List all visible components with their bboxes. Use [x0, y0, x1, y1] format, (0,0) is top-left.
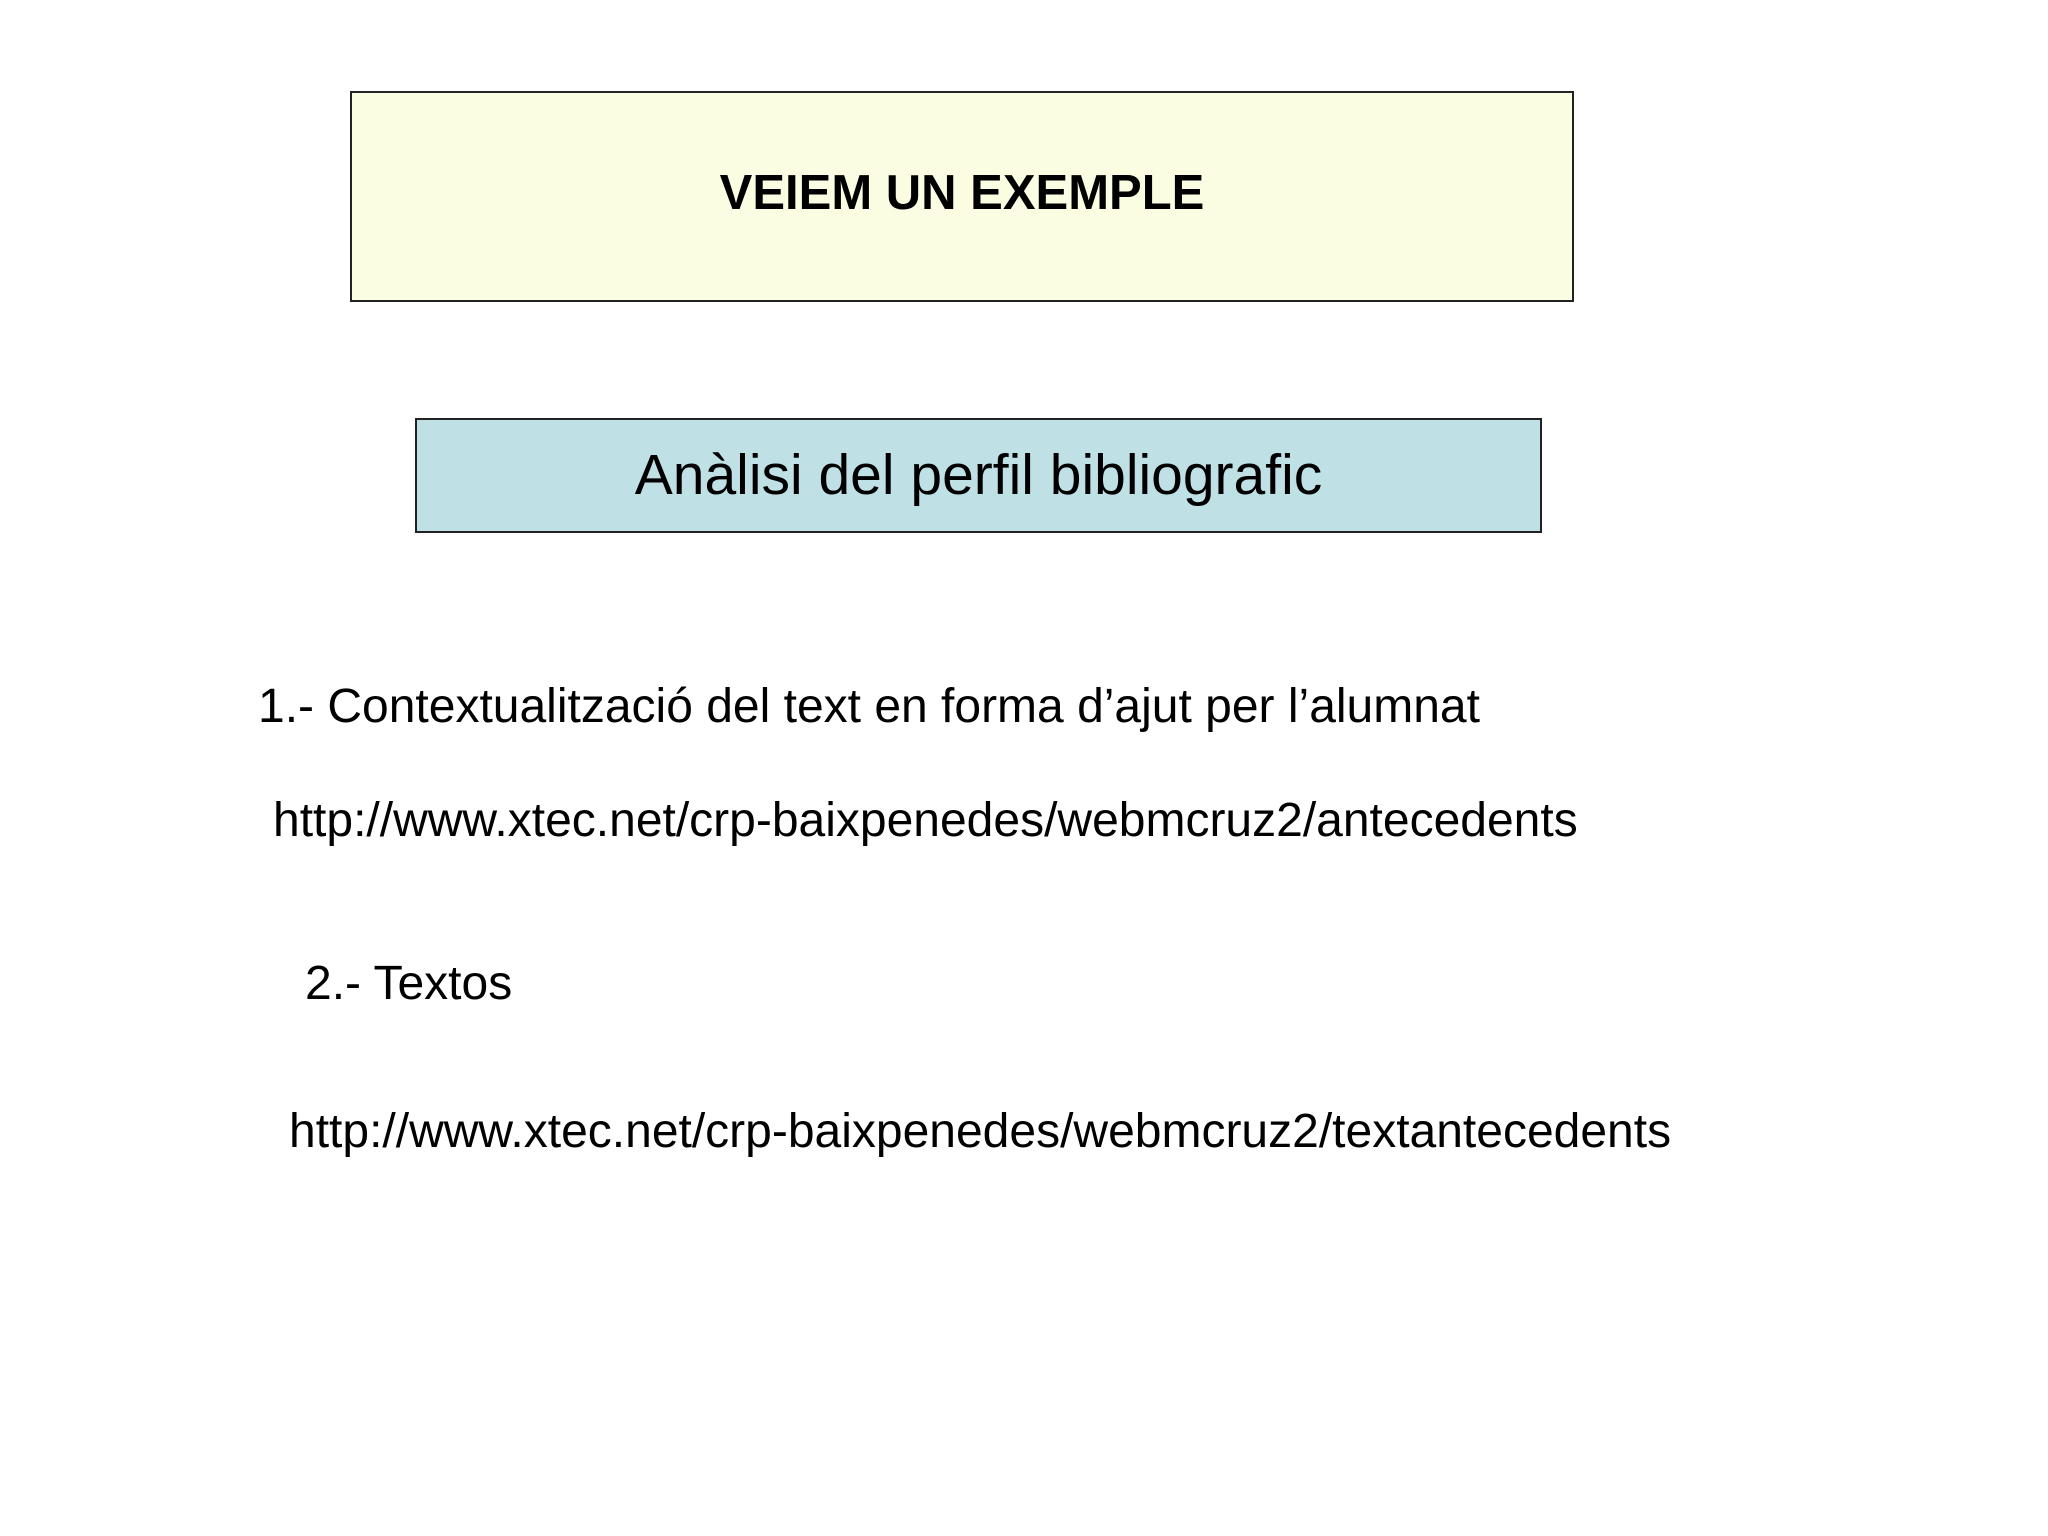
slide-title: VEIEM UN EXEMPLE: [719, 165, 1205, 220]
link-antecedents[interactable]: http://www.xtec.net/crp-baixpenedes/webmcruz2/antecedents: [273, 794, 1578, 847]
item-textos: 2.- Textos: [305, 957, 513, 1010]
item-contextualitzacio: 1.- Contextualització del text en forma d’ajut per l’alumnat: [258, 680, 1480, 733]
slide-subtitle: Anàlisi del perfil bibliografic: [634, 442, 1323, 507]
title-box: [350, 91, 1574, 302]
link-textantecedents[interactable]: http://www.xtec.net/crp-baixpenedes/webmcruz2/textantecedents: [289, 1105, 1672, 1158]
subtitle-box: [415, 418, 1542, 533]
